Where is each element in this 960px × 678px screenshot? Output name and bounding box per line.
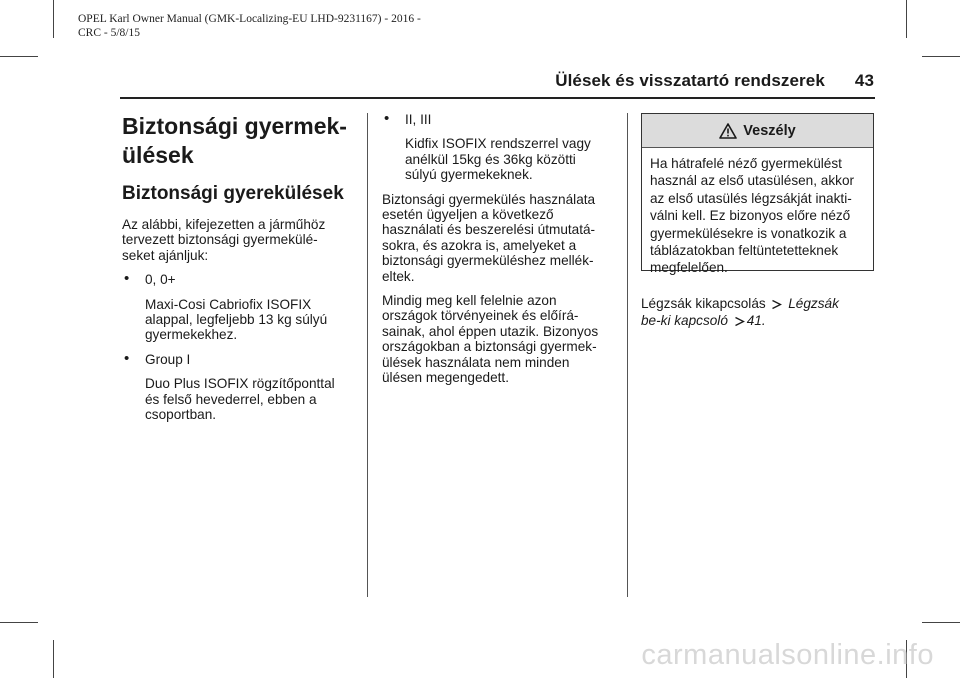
list-item-description: Kidfix ISOFIX rendszerrel vagy anélkül 15kg és 36kg közötti súlyú gyermekeknek.: [405, 136, 591, 183]
cross-reference-arrow-icon: [734, 316, 745, 327]
running-header: [555, 71, 874, 91]
column-middle: [382, 112, 618, 395]
document-meta: [78, 12, 421, 40]
warning-text: Ha hátrafelé néző gyermekülést használ az első utasülésen, akkor az első utasülés légzsákját inakti- válni kell. Ez bizonyos előre néző gyermekülésekre is vonatkozik a táblázatokban feltüntetetteknek megfelelően.: [650, 156, 855, 276]
bullet-icon: •: [124, 349, 130, 367]
warning-triangle-icon: [719, 123, 737, 139]
cross-reference-arrow-icon: [771, 299, 782, 310]
column-left: [122, 112, 354, 431]
danger-warning-box: [641, 113, 874, 276]
bullet-icon: •: [384, 110, 390, 127]
column-divider: [627, 113, 628, 597]
cross-reference: [641, 295, 877, 329]
bullet-icon: •: [124, 270, 130, 288]
crop-mark: [0, 622, 38, 623]
section-heading: Biztonsági gyermek- ülések: [122, 113, 347, 168]
warning-header: [642, 114, 873, 148]
list-item-label: Group I: [145, 351, 191, 367]
watermark: carmanualsonline.info: [641, 639, 934, 671]
list-item: [382, 112, 618, 127]
column-divider: [367, 113, 368, 597]
crop-mark: [53, 640, 54, 678]
xref-link[interactable]: Légzsák be-ki kapcsoló: [641, 296, 839, 328]
page-number: 43: [854, 71, 874, 90]
crop-mark: [0, 56, 38, 57]
subsection-heading: Biztonsági gyerekülések: [122, 183, 344, 204]
crop-mark: [53, 0, 54, 38]
crop-mark: [922, 622, 960, 623]
list-item-description: Maxi-Cosi Cabriofix ISOFIX alappal, legfeljebb 13 kg súlyú gyermekekhez.: [145, 296, 328, 343]
list-item-label: II, III: [405, 112, 432, 127]
xref-period: .: [761, 313, 766, 328]
crop-mark: [922, 56, 960, 57]
list-item-label: 0, 0+: [145, 272, 176, 288]
crop-mark: [906, 0, 907, 38]
paragraph: Biztonsági gyermekülés használata esetén ügyeljen a következő használati és beszerelési útmutatá- sokra, és azokra is, amelyeket a biztonsági gyermeküléshez mellék- eltek.: [382, 191, 596, 284]
intro-paragraph: Az alábbi, kifejezetten a járműhöz tervezett biztonsági gyermekülé- seket ajánljuk:: [122, 217, 326, 263]
list-item: [122, 349, 354, 367]
document-meta-line: OPEL Karl Owner Manual (GMK-Localizing-EU LHD-9231167) - 2016 -: [78, 13, 421, 25]
list-item: [122, 272, 354, 287]
xref-page[interactable]: 41: [746, 313, 762, 328]
xref-lead: Légzsák kikapcsolás: [641, 296, 766, 311]
paragraph: Mindig meg kell felelnie azon országok törvényeinek és előírá- sainak, ahol éppen utazik. Bizonyos országokban a biztonsági gyermek- ülések használata nem minden ülésen megengedett.: [382, 293, 599, 386]
list-item-description: Duo Plus ISOFIX rögzítőponttal és felső hevederrel, ebben a csoportban.: [145, 376, 335, 423]
running-title: Ülések és visszatartó rendszerek: [555, 71, 825, 90]
document-meta-line: CRC - 5/8/15: [78, 27, 140, 39]
warning-title: Veszély: [743, 122, 796, 139]
header-rule: [120, 97, 875, 99]
